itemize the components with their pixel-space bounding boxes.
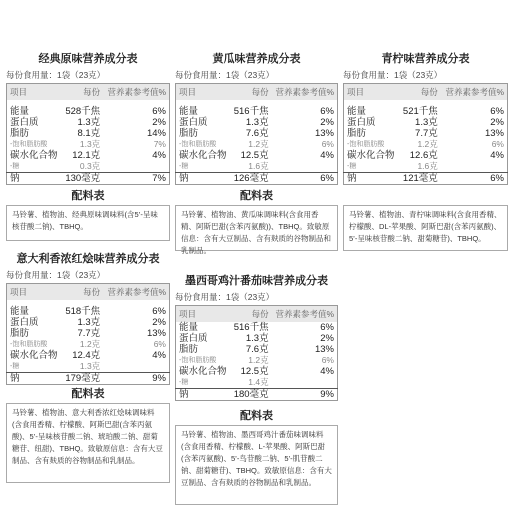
table-row: 脂肪 7.7克 13% [10, 328, 166, 339]
table-row: 蛋白质 1.3克 2% [347, 117, 504, 128]
table-row: 碳水化合物 12.4克 4% [10, 350, 166, 361]
ingredients-title: 配料表 [71, 190, 105, 202]
table-row: 钠 180毫克 9% [176, 389, 338, 401]
nutrition-panel-italian [6, 250, 170, 385]
table-row: 钠 126毫克 6% [176, 173, 338, 185]
panel-title: 青柠味营养成分表 [381, 53, 470, 65]
table-row: -糖 1.6克 [179, 161, 269, 171]
table-row: 碳水化合物 12.5克 4% [179, 366, 334, 377]
table-row: 蛋白质 1.3克 2% [10, 317, 166, 328]
ingredients-box: 马铃薯、植物油、意大利香浓红烩味调味料(含食用香精、柠檬酸、阿斯巴甜(含苯丙氨酸)、5’-呈味核苷酸二钠、琥珀酸二钠、甜菊糖苷、纽甜)、TBHQ。致敏原信息：含有大豆制品、含有麸质的谷物制品和乳制品。 [6, 403, 170, 483]
nutrition-table: 项目 每份 营养素参考值% 能量 516千焦 6% 蛋白质 1.3克 2% 脂肪 7.6克 13% -饱和脂肪酸 1.2克 6% 碳水化合物 12.5克 4% -糖 1.6克 钠 126毫克 6% [175, 83, 338, 185]
table-row: -糖 1.3克 [10, 361, 101, 371]
table-row: 能量 516千焦 6% [179, 322, 334, 333]
nutrition-table: 项目 每份 营养素参考值% 能量 528千焦 6% 蛋白质 1.3克 2% 脂肪 8.1克 14% -饱和脂肪酸 1.3克 7% 碳水化合物 12.1克 4% -糖 0.3克 钠 130毫克 7% [6, 83, 170, 185]
nutrition-panel-mexican [175, 272, 338, 401]
ingredients-box: 马铃薯、植物油、墨西哥鸡汁番茄味调味料(含食用香精、柠檬酸、L-苹果酸、阿斯巴甜(含苯丙氨酸)、5’-鸟苷酸二钠、5’-肌苷酸二钠、甜菊糖苷)、TBHQ。致敏原信息：含有大豆制品、含有麸质的谷物制品和乳制品。 [175, 425, 338, 505]
table-row: -糖 1.6克 [347, 161, 438, 171]
panel-title: 经典原味营养成分表 [38, 53, 138, 65]
table-row: 碳水化合物 12.1克 4% [10, 150, 166, 161]
table-row: -饱和脂肪酸 1.2克 6% [10, 339, 166, 349]
ingredients-title: 配料表 [240, 410, 273, 422]
table-row: 蛋白质 1.3克 2% [10, 117, 166, 128]
table-row: 碳水化合物 12.6克 4% [347, 150, 504, 161]
panel-title: 意大利香浓红烩味营养成分表 [16, 253, 160, 265]
serving-size: 每份食用量：1袋（23克） [343, 70, 443, 80]
nutrition-table: 项目 每份 营养素参考值% 能量 518千焦 6% 蛋白质 1.3克 2% 脂肪 7.7克 13% -饱和脂肪酸 1.2克 6% 碳水化合物 12.4克 4% -糖 1.3克 钠 179毫克 9% [6, 283, 170, 385]
table-row: 脂肪 7.7克 13% [347, 128, 504, 139]
panel-title: 墨西哥鸡汁番茄味营养成分表 [185, 275, 328, 287]
nutrition-table: 项目 每份 营养素参考值% 能量 516千焦 6% 蛋白质 1.3克 2% 脂肪 7.6克 13% -饱和脂肪酸 1.2克 6% 碳水化合物 12.5克 4% -糖 1.4克 钠 180毫克 9% [175, 305, 338, 401]
table-row: -糖 1.4克 [179, 377, 269, 387]
panel-title: 黄瓜味营养成分表 [212, 53, 301, 65]
nutrition-panel-classic [6, 50, 170, 185]
table-row: 能量 516千焦 6% [179, 106, 334, 117]
table-row: 脂肪 8.1克 14% [10, 128, 166, 139]
table-row: 脂肪 7.6克 13% [179, 128, 334, 139]
table-row: 蛋白质 1.3克 2% [179, 117, 334, 128]
table-row: 能量 518千焦 6% [10, 306, 166, 317]
ingredients-box: 马铃薯、植物油、青柠味调味料(含食用香精、柠檬酸、DL-苹果酸、阿斯巴甜(含苯丙氨酸)、5’-呈味核苷酸二钠、甜菊糖苷)、TBHQ。 [343, 205, 508, 251]
serving-size: 每份食用量：1袋（23克） [175, 70, 275, 80]
table-row: -饱和脂肪酸 1.2克 6% [179, 355, 334, 365]
serving-size: 每份食用量：1袋（23克） [6, 270, 106, 280]
nutrition-panel-cucumber [175, 50, 338, 185]
ingredients-box: 马铃薯、植物油、经典原味调味料(含5’-呈味核苷酸二钠)、TBHQ。 [6, 205, 170, 241]
serving-size: 每份食用量：1袋（23克） [175, 292, 275, 302]
table-row: 碳水化合物 12.5克 4% [179, 150, 334, 161]
table-row: 脂肪 7.6克 13% [179, 344, 334, 355]
ingredients-title: 配料表 [240, 190, 273, 202]
nutrition-table: 项目 每份 营养素参考值% 能量 521千焦 6% 蛋白质 1.3克 2% 脂肪 7.7克 13% -饱和脂肪酸 1.2克 6% 碳水化合物 12.6克 4% -糖 1.6克 钠 121毫克 6% [343, 83, 508, 185]
table-row: 蛋白质 1.3克 2% [179, 333, 334, 344]
table-row: 能量 521千焦 6% [347, 106, 504, 117]
ingredients-box: 马铃薯、植物油、黄瓜味调味料(含食用香精、阿斯巴甜(含苯丙氨酸))、TBHQ。致敏原信息：含有大豆制品、含有麸质的谷物制品和乳制品。 [175, 205, 338, 251]
table-row: 能量 528千焦 6% [10, 106, 166, 117]
table-row: -饱和脂肪酸 1.2克 6% [179, 139, 334, 149]
nutrition-panel-lime [343, 50, 508, 185]
table-row: -饱和脂肪酸 1.2克 6% [347, 139, 504, 149]
ingredients-title: 配料表 [71, 388, 105, 400]
table-row: -饱和脂肪酸 1.3克 7% [10, 139, 166, 149]
table-row: 钠 130毫克 7% [7, 173, 170, 185]
serving-size: 每份食用量：1袋（23克） [6, 70, 106, 80]
table-row: 钠 179毫克 9% [7, 373, 170, 385]
table-row: -糖 0.3克 [10, 161, 101, 171]
table-row: 钠 121毫克 6% [344, 173, 508, 185]
